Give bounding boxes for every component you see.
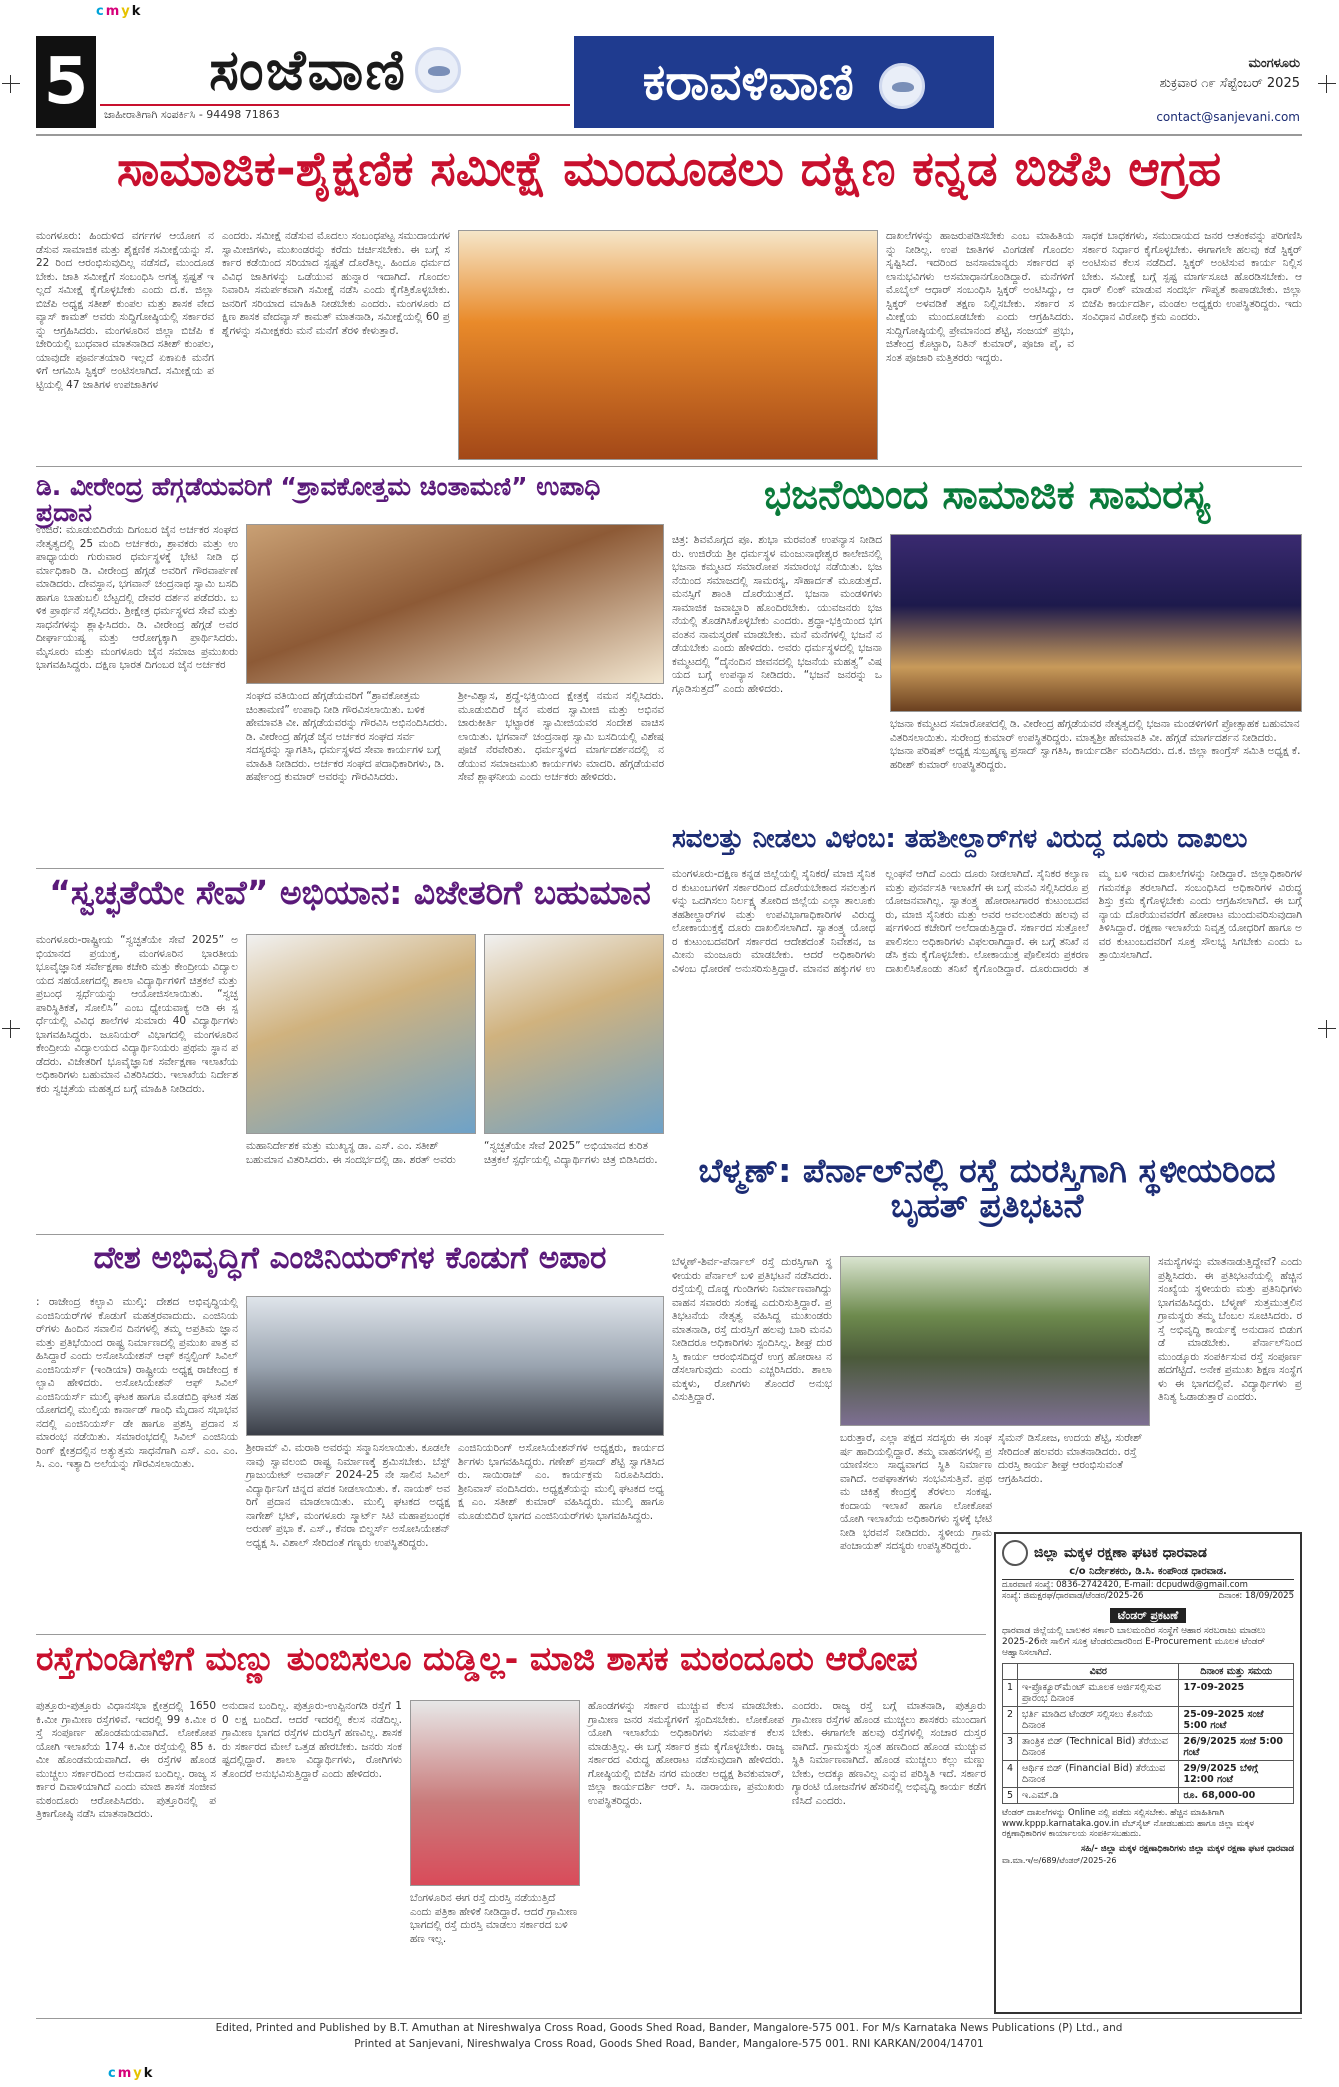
- belman-story-col3: ಸಮಸ್ಯೆಗಳನ್ನು ಮಾತನಾಡುತ್ತಿದ್ದೇವೆ? ಎಂದು ಪ್ರಶ್ನಿಸಿದರು. ಈ ಪ್ರತಿಭಟನೆಯಲ್ಲಿ ಹೆಚ್ಚಿನ ಸಂಖ್ಯೆಯ ಸ್ಥಳೀಯರು ಮತ್ತು ಪ್ರತಿನಿಧಿಗಳು ಭಾಗವಹಿಸಿದ್ದರು. ಬೆಳ್ಮಣ್ ಸುತ್ತಮುತ್ತಲಿನ ಗ್ರಾಮಸ್ಥರು ತಮ್ಮ ಬೆಂಬಲ ಸೂಚಿಸಿದರು. ರಸ್ತೆ ಅಭಿವೃದ್ಧಿ ಕಾರ್ಯಕ್ಕೆ ಅನುದಾನ ಬಿಡುಗಡೆ ಮಾಡಬೇಕು. ಪೆರ್ನಾಲ್‌ನಿಂದ ಮುಂಡ್ಕೂರು ಸಂಪರ್ಕಿಸುವ ರಸ್ತೆ ಸಂಪೂರ್ಣ ಹದಗೆಟ್ಟಿದೆ. ಅನೇಕ ಪ್ರಮುಖ ಶಿಕ್ಷಣ ಸಂಸ್ಥೆಗಳು ಈ ಭಾಗದಲ್ಲಿವೆ. ವಿದ್ಯಾರ್ಥಿಗಳು ಪ್ರತಿನಿತ್ಯ ಓಡಾಡುತ್ತಾರೆ ಎಂದರು.: [1158, 1256, 1302, 1403]
- cmyk-m: m: [117, 2066, 134, 2081]
- belman-story-col1: ಬೆಳ್ಮಣ್-ಶಿರ್ವ-ಪೆರ್ನಾಲ್ ರಸ್ತೆ ದುರಸ್ತಿಗಾಗಿ ಸ್ಥಳೀಯರು ಪೆರ್ನಾಲ್ ಬಳಿ ಪ್ರತಿಭಟನೆ ನಡೆಸಿದರು. ರಸ್ತೆಯಲ್ಲಿ ದೊಡ್ಡ ಗುಂಡಿಗಳು ನಿರ್ಮಾಣವಾಗಿದ್ದು ವಾಹನ ಸವಾರರು ಸಂಕಷ್ಟ ಎದುರಿಸುತ್ತಿದ್ದಾರೆ. ಪ್ರತಿಭಟನೆಯ ನೇತೃತ್ವ ವಹಿಸಿದ್ದ ಮುಖಂಡರು ಮಾತನಾಡಿ, ರಸ್ತೆ ದುರಸ್ತಿಗೆ ಹಲವು ಬಾರಿ ಮನವಿ ನೀಡಿದರೂ ಅಧಿಕಾರಿಗಳು ಸ್ಪಂದಿಸಿಲ್ಲ. ಶೀಘ್ರ ದುರಸ್ತಿ ಕಾರ್ಯ ಆರಂಭಿಸದಿದ್ದರೆ ಉಗ್ರ ಹೋರಾಟ ನಡೆಸಲಾಗುವುದು ಎಂದು ಎಚ್ಚರಿಸಿದರು. ಶಾಲಾ ಮಕ್ಕಳು, ರೋಗಿಗಳು ತೊಂದರೆ ಅನುಭವಿಸುತ್ತಿದ್ದಾರೆ.: [672, 1256, 832, 1403]
- row-date: 26/9/2025 ಸಂಜೆ 5:00 ಗಂಟೆ: [1179, 1734, 1294, 1761]
- masthead-city: ಮಂಗಳೂರು: [1248, 56, 1300, 71]
- engineers-headline: ದೇಶ ಅಭಿವೃದ್ಧಿಗೆ ಎಂಜಿನಿಯರ್‌ಗಳ ಕೊಡುಗೆ ಅಪಾರ: [93, 1240, 607, 1276]
- table-row: [1003, 1680, 1294, 1707]
- divider: [36, 466, 1302, 467]
- notice-header: [1002, 1540, 1294, 1566]
- row-item: ಆರ್ಥಿಕ ಬಿಡ್ (Financial Bid) ತೆರೆಯುವ ದಿನಾಂಕ: [1018, 1761, 1179, 1788]
- divider: [36, 1634, 986, 1635]
- cmyk-c: c: [108, 2066, 118, 2081]
- roads-story-col4: ಎಂದರು. ರಾಜ್ಯ ರಸ್ತೆ ಬಗ್ಗೆ ಮಾತನಾಡಿ, ಪುತ್ತೂರು ಗ್ರಾಮೀಣ ರಸ್ತೆಗಳ ಹೊಂಡ ಮುಚ್ಚಲು ಶಾಸಕರು ಮುಂದಾಗಬೇಕು. ಈಗಾಗಲೇ ಹಲವು ರಸ್ತೆಗಳಲ್ಲಿ ಸಂಚಾರ ದುಸ್ತರವಾಗಿದೆ. ಗ್ರಾಮಸ್ಥರು ಸ್ವಂತ ಹಣದಿಂದ ಹೊಂಡ ಮುಚ್ಚುವ ಸ್ಥಿತಿ ನಿರ್ಮಾಣವಾಗಿದೆ. ಹೊಂಡ ಮುಚ್ಚಲು ಕಲ್ಲು ಮಣ್ಣು ಬೇಕು, ಅದಕ್ಕೂ ಹಣವಿಲ್ಲ ಎನ್ನುವ ಪರಿಸ್ಥಿತಿ ಇದೆ. ಸರ್ಕಾರ ಗ್ಯಾರಂಟಿ ಯೋಜನೆಗಳ ಹೆಸರಿನಲ್ಲಿ ಅಭಿವೃದ್ಧಿ ಕಾರ್ಯ ಕಡೆಗಣಿಸಿದೆ ಎಂದರು.: [792, 1700, 986, 1807]
- notice-ref: ಸಂಖ್ಯೆ: ಜಿಮಕ್ಷರಘ/ಧಾರವಾಡ/ಟೆಂಡರ/2025-26: [1002, 1591, 1144, 1601]
- row-number: 4: [1003, 1761, 1018, 1788]
- masthead-right: [574, 36, 994, 128]
- row-item: ಇ-ಪ್ರೊಕ್ಯೂರ್‌ಮೆಂಟ್ ಮೂಲಕ ಅರ್ಜಿಸಲ್ಲಿಸುವ ಪ್ರಾರಂಭ ದಿನಾಂಕ: [1018, 1680, 1179, 1707]
- cmyk-mark-top: [96, 4, 142, 19]
- swachhata-story: ಮಂಗಳೂರು-ರಾಷ್ಟ್ರೀಯ “ಸ್ವಚ್ಛತೆಯೇ ಸೇವೆ 2025” ಅಭಿಯಾನದ ಪ್ರಯುಕ್ತ, ಮಂಗಳೂರಿನ ಭಾರತೀಯ ಭೂವೈಜ್ಞಾನಿಕ ಸರ್ವೇಕ್ಷಣಾ ಕಚೇರಿ ಮತ್ತು ಕೇಂದ್ರೀಯ ವಿದ್ಯಾಲಯದ ಸಹಯೋಗದಲ್ಲಿ ಶಾಲಾ ವಿದ್ಯಾರ್ಥಿಗಳಿಗೆ ಚಿತ್ರಕಲೆ ಮತ್ತು ಪ್ರಬಂಧ ಸ್ಪರ್ಧೆಯನ್ನು ಆಯೋಜಿಸಲಾಯಿತು. “ಸ್ವಚ್ಛ ಪಾರಿಸ್ಥಿತಿಕತೆ, ಸೋಲಿಸಿ” ಎಂಬ ಧ್ಯೇಯವಾಕ್ಯ ಅಡಿ ಈ ಸ್ಪರ್ಧೆಯಲ್ಲಿ ವಿವಿಧ ಶಾಲೆಗಳ ಸುಮಾರು 40 ವಿದ್ಯಾರ್ಥಿಗಳು ಭಾಗವಹಿಸಿದ್ದರು. ಜೂನಿಯರ್ ವಿಭಾಗದಲ್ಲಿ ಮಂಗಳೂರಿನ ಕೇಂದ್ರೀಯ ವಿದ್ಯಾಲಯದ ವಿದ್ಯಾರ್ಥಿನಿಯರು ಪ್ರಥಮ ಸ್ಥಾನ ಪಡೆದರು. ವಿಜೇತರಿಗೆ ಭೂವೈಜ್ಞಾನಿಕ ಸರ್ವೇಕ್ಷಣಾ ಇಲಾಖೆಯ ಅಧಿಕಾರಿಗಳು ಬಹುಮಾನ ವಿತರಿಸಿದರು. ಇಲಾಖೆಯ ನಿರ್ದೇಶಕರು ಸ್ವಚ್ಛತೆಯ ಮಹತ್ವದ ಬಗ್ಗೆ ಮಾಹಿತಿ ನೀಡಿದರು.: [36, 934, 238, 1095]
- cmyk-k: k: [131, 4, 143, 19]
- main-story-col3: ದಾಖಲೆಗಳನ್ನು ಹಾಜರುಪಡಿಸಬೇಕು ಎಂಬ ಮಾಹಿತಿಯನ್ನು ನೀಡಿಲ್ಲ. ಉಪ ಜಾತಿಗಳ ವಿಂಗಡಣೆ ಗೊಂದಲ ಸೃಷ್ಟಿಸಿದೆ. ಇದರಿಂದ ಜನಸಾಮಾನ್ಯರು ಸರ್ಕಾರದ ಫಲಾನುಭವಿಗಳು ಅಸಮಾಧಾನಗೊಂಡಿದ್ದಾರೆ. ಮನೆಗಳಿಗೆ ಮೊಬೈಲ್ ಆಧಾರ್ ಸಂಬಂಧಿಸಿ ಸ್ಟಿಕ್ಕರ್ ಅಂಟಿಸಿದ್ದು, ಆ ಸ್ಟಿಕ್ಕರ್ ಅಳವಡಿಕೆ ತಕ್ಷಣ ನಿಲ್ಲಿಸಬೇಕು. ಸರ್ಕಾರ ಸಮೀಕ್ಷೆಯ ಮುಂದೂಡಬೇಕು ಎಂದು ಆಗ್ರಹಿಸಿದರು. ಸುದ್ದಿಗೋಷ್ಠಿಯಲ್ಲಿ ಪ್ರೇಮಾನಂದ ಶೆಟ್ಟಿ, ಸಂಜಯ್ ಪ್ರಭು, ಜಿತೇಂದ್ರ ಕೊಟ್ಟಾರಿ, ನಿತಿನ್ ಕುಮಾರ್, ಪೂಜಾ ಪೈ, ವಸಂತ ಪೂಜಾರಿ ಮತ್ತಿತರರು ಇದ್ದರು.: [886, 230, 1074, 364]
- registration-mark: [1318, 75, 1336, 93]
- masthead-left: [100, 36, 570, 106]
- divider: [36, 868, 664, 869]
- engineers-story-col3: ಎಂಜಿನಿಯರಿಂಗ್ ಅಸೋಸಿಯೇಶನ್‌ಗಳ ಅಧ್ಯಕ್ಷರು, ಕಾರ್ಯದರ್ಶಿಗಳು ಭಾಗವಹಿಸಿದ್ದರು. ಗಣೇಶ್ ಪ್ರಸಾದ್ ಶೆಟ್ಟಿ ಸ್ವಾಗತಿಸಿದರು. ಸಾಯಿರಾಜ್ ಎಂ. ಕಾರ್ಯಕ್ರಮ ನಿರೂಪಿಸಿದರು. ಶ್ರೀನಿವಾಸ್ ವಂದಿಸಿದರು. ಅಧ್ಯಕ್ಷತೆಯನ್ನು ಮುಲ್ಕಿ ಘಟಕದ ಅಧ್ಯಕ್ಷ ಎಂ. ಸತೀಶ್ ಕುಮಾರ್ ವಹಿಸಿದ್ದರು. ಮುಲ್ಕಿ ಹಾಗೂ ಮೂಡುಬಿದಿರೆ ಭಾಗದ ಎಂಜಿನಿಯರ್‌ಗಳು ಭಾಗವಹಿಸಿದ್ದರು.: [458, 1442, 664, 1522]
- masthead-date: ಶುಕ್ರವಾರ ೧೯ ಸೆಪ್ಟೆಂಬರ್ 2025: [1159, 76, 1300, 91]
- engineers-story-col2: ಶ್ರೀರಾಮ್ ವಿ. ಮರಾಠಿ ಅವರನ್ನು ಸನ್ಮಾನಿಸಲಾಯಿತು. ಕೂಡಲೇ ನಾವು ಸ್ವಾವಲಂಬಿ ರಾಷ್ಟ್ರ ನಿರ್ಮಾಣಕ್ಕೆ ಶ್ರಮಿಸಬೇಕು. ಬೆಸ್ಟ್ ಗ್ರಾಜುಯೇಟ್ ಅವಾರ್ಡ್ 2024-25 ನೇ ಸಾಲಿನ ಸಿವಿಲ್ ವಿದ್ಯಾರ್ಥಿನಿಗೆ ಚಿನ್ನದ ಪದಕ ನೀಡಲಾಯಿತು. ಕೆ. ನಾಯಕ್ ಅವರಿಗೆ ಪ್ರದಾನ ಮಾಡಲಾಯಿತು. ಮುಲ್ಕಿ ಘಟಕದ ಅಧ್ಯಕ್ಷ ನಾಗೇಶ್ ಭಟ್, ಮಂಗಳೂರು ಸ್ಮಾರ್ಟ್ ಸಿಟಿ ಮಹಾಪ್ರಬಂಧಕ ಅರುಣ್ ಪ್ರಭಾ ಕೆ. ಎಸ್., ಕೆನರಾ ಬಿಲ್ಡರ್ಸ್ ಅಸೋಸಿಯೇಶನ್ ಅಧ್ಯಕ್ಷ ಸಿ. ವಿಶಾಲ್ ಸೇರಿದಂತೆ ಗಣ್ಯರು ಉಪಸ್ಥಿತರಿದ್ದರು.: [246, 1442, 450, 1549]
- row-number: 1: [1003, 1680, 1018, 1707]
- cmyk-m: m: [105, 4, 122, 19]
- registration-mark: [2, 75, 20, 93]
- table-row: [1003, 1761, 1294, 1788]
- tender-schedule-table: [1002, 1663, 1294, 1804]
- notice-address: c/o ನಿರ್ದೇಶಕರು, ಡಿ.ಸಿ. ಕಂಪೌಂಡ ಧಾರವಾಡ.: [1069, 1566, 1227, 1577]
- protest-crowd-photo: [840, 1256, 1150, 1426]
- main-story-col1: ಮಂಗಳೂರು: ಹಿಂದುಳಿದ ವರ್ಗಗಳ ಆಯೋಗ ನಡೆಸುವ ಸಾಮಾಜಿಕ ಮತ್ತು ಶೈಕ್ಷಣಿಕ ಸಮೀಕ್ಷೆಯನ್ನು ಸೆ. 22 ರಿಂದ ಆರಂಭಿಸುವುದಿಲ್ಲ ನಡೆಸದೆ, ಮುಂದೂಡಬೇಕು. ಜಾತಿ ಸಮೀಕ್ಷೆಗೆ ಸಂಬಂಧಿಸಿ ಅಗತ್ಯ ಸ್ಪಷ್ಟತೆ ಇಲ್ಲದೆ ಸಮೀಕ್ಷೆ ಕೈಗೊಳ್ಳಬೇಕು ಎಂದು ದ.ಕ. ಜಿಲ್ಲಾ ಬಿಜೆಪಿ ಅಧ್ಯಕ್ಷ ಸತೀಶ್ ಕುಂಪಲ ಮತ್ತು ಶಾಸಕ ವೇದವ್ಯಾಸ್ ಕಾಮತ್ ಅವರು ಸುದ್ದಿಗೋಷ್ಠಿಯಲ್ಲಿ ಸರ್ಕಾರವನ್ನು ಆಗ್ರಹಿಸಿದರು. ಮಂಗಳೂರಿನ ಜಿಲ್ಲಾ ಬಿಜೆಪಿ ಕಚೇರಿಯಲ್ಲಿ ಬುಧವಾರ ಮಾತನಾಡಿದ ಸತೀಶ್ ಕುಂಪಲ, ಯಾವುದೇ ಪೂರ್ವತಯಾರಿ ಇಲ್ಲದೆ ಏಕಾಏಕಿ ಮನೆಗಳಿಗೆ ಆಗಮಿಸಿ ಸ್ಟಿಕ್ಕರ್ ಅಂಟಿಸಲಾಗಿದೆ. ಸಮೀಕ್ಷೆಯ ಪಟ್ಟಿಯಲ್ಲಿ 47 ಜಾತಿಗಳ ಉಪಜಾತಿಗಳ: [36, 230, 214, 391]
- dove-logo-icon: [879, 63, 925, 109]
- notice-ref-row: [1002, 1591, 1294, 1601]
- row-number: 3: [1003, 1734, 1018, 1761]
- page-number: 5: [36, 36, 96, 128]
- row-date: 29/9/2025 ಬೆಳಿಗ್ಗೆ 12:00 ಗಂಟೆ: [1179, 1761, 1294, 1788]
- footer-divider: [36, 2018, 1302, 2019]
- table-row: [1003, 1707, 1294, 1734]
- roads-story-col1: ಪುತ್ತೂರು-ಪುತ್ತೂರು ವಿಧಾನಸಭಾ ಕ್ಷೇತ್ರದಲ್ಲಿ 1650 ಕಿ.ಮೀ ಗ್ರಾಮೀಣ ರಸ್ತೆಗಳಿವೆ. ಇದರಲ್ಲಿ 99 ಕಿ.ಮೀ ರಸ್ತೆ ಸಂಪೂರ್ಣ ಹೊಂಡಮಯವಾಗಿದೆ. ಲೋಕೋಪಯೋಗಿ ಇಲಾಖೆಯ 174 ಕಿ.ಮೀ ರಸ್ತೆಯಲ್ಲಿ 85 ಕಿ.ಮೀ ಹೊಂಡಮಯವಾಗಿದೆ. ಈ ರಸ್ತೆಗಳ ಹೊಂಡ ಮುಚ್ಚಲು ಸರ್ಕಾರದಿಂದ ಅನುದಾನ ಬಂದಿಲ್ಲ. ರಾಜ್ಯ ಸರ್ಕಾರ ದಿವಾಳಿಯಾಗಿದೆ ಎಂದು ಮಾಜಿ ಶಾಸಕ ಸಂಜೀವ ಮಠಂದೂರು ಆರೋಪಿಸಿದರು. ಪುತ್ತೂರಿನಲ್ಲಿ ಪತ್ರಿಕಾಗೋಷ್ಠಿ ನಡೆಸಿ ಮಾತನಾಡಿದರು.: [36, 1700, 216, 1820]
- table-row: [1003, 1734, 1294, 1761]
- roads-story-col3: ಹೊಂಡಗಳನ್ನು ಸರ್ಕಾರ ಮುಚ್ಚುವ ಕೆಲಸ ಮಾಡಬೇಕು. ಗ್ರಾಮೀಣ ಜನರ ಸಮಸ್ಯೆಗಳಿಗೆ ಸ್ಪಂದಿಸಬೇಕು. ಲೋಕೋಪಯೋಗಿ ಇಲಾಖೆಯ ಅಧಿಕಾರಿಗಳು ಸಮರ್ಪಕ ಕೆಲಸ ಮಾಡುತ್ತಿಲ್ಲ. ಈ ಬಗ್ಗೆ ಸರ್ಕಾರ ಕ್ರಮ ಕೈಗೊಳ್ಳಬೇಕು. ರಾಜ್ಯ ಸರ್ಕಾರದ ವಿರುದ್ಧ ಹೋರಾಟ ನಡೆಸುವುದಾಗಿ ಹೇಳಿದರು. ಗೋಷ್ಠಿಯಲ್ಲಿ ಬಿಜೆಪಿ ನಗರ ಮಂಡಲ ಅಧ್ಯಕ್ಷ ಶಿವಕುಮಾರ್, ಜಿಲ್ಲಾ ಕಾರ್ಯದರ್ಶಿ ಆರ್. ಸಿ. ನಾರಾಯಣ, ಪ್ರಮುಖರು ಉಪಸ್ಥಿತರಿದ್ದರು.: [588, 1700, 784, 1807]
- main-headline: ಸಾಮಾಜಿಕ-ಶೈಕ್ಷಣಿಕ ಸಮೀಕ್ಷೆ ಮುಂದೂಡಲು ದಕ್ಷಿಣ ಕನ್ನಡ ಬಿಜೆಪಿ ಆಗ್ರಹ: [116, 141, 1222, 197]
- belman-story-col2: ಬರುತ್ತಾರೆ, ಎಲ್ಲಾ ಪಕ್ಷದ ಸದಸ್ಯರು ಈ ಸಂಘರ್ಷ ಹಾದಿಯಲ್ಲಿದ್ದಾರೆ. ತಮ್ಮ ವಾಹನಗಳಲ್ಲಿ ಪ್ರಯಾಣಿಸಲು ಸಾಧ್ಯವಾಗದ ಸ್ಥಿತಿ ನಿರ್ಮಾಣವಾಗಿದೆ. ಅಪಘಾತಗಳು ಸಂಭವಿಸುತ್ತಿವೆ. ಪ್ರಥಮ ಚಿಕಿತ್ಸೆ ಕೇಂದ್ರಕ್ಕೆ ತೆರಳಲು ಸಂಕಷ್ಟ. ಕಂದಾಯ ಇಲಾಖೆ ಹಾಗೂ ಲೋಕೋಪಯೋಗಿ ಇಲಾಖೆಯ ಅಧಿಕಾರಿಗಳು ಸ್ಥಳಕ್ಕೆ ಭೇಟಿ ನೀಡಿ ಭರವಸೆ ನೀಡಿದರು. ಸ್ಥಳೀಯ ಗ್ರಾಮ ಪಂಚಾಯತ್ ಸದಸ್ಯರು ಉಪಸ್ಥಿತರಿದ್ದರು.: [840, 1432, 992, 1552]
- cmyk-y: y: [133, 2066, 144, 2081]
- notice-signature: ಸಹಿ/- ಜಿಲ್ಲಾ ಮಕ್ಕಳ ರಕ್ಷಣಾಧಿಕಾರಿಗಳು ಜಿಲ್ಲಾ ಮಕ್ಕಳ ರಕ್ಷಣಾ ಘಟಕ ಧಾರವಾಡ: [1080, 1843, 1294, 1854]
- bjp-leaders-photo: [458, 230, 878, 460]
- notice-intro: ಧಾರವಾಡ ಜಿಲ್ಲೆಯಲ್ಲಿ ಬಾಲಕರ ಸರ್ಕಾರಿ ಬಾಲಮಂದಿರ ಸಂಸ್ಥೆಗೆ ಆಹಾರ ಸರಬರಾಜು ಮಾಡಲು 2025-26ನೇ ಸಾಲಿಗೆ ಸೂಕ್ತ ಟೆಂಡರುದಾರರಿಂದ E-Procurement ಮೂಲಕ ಟೆಂಡರ್ ಆಹ್ವಾನಿಸಲಾಗಿದೆ.: [1002, 1626, 1266, 1658]
- tender-notice: [994, 1532, 1302, 2014]
- roads-headline: ರಸ್ತೆಗುಂಡಿಗಳಿಗೆ ಮಣ್ಣು ತುಂಬಿಸಲೂ ದುಡ್ಡಿಲ್ಲ- ಮಾಜಿ ಶಾಸಕ ಮಠಂದೂರು ಆರೋಪ: [36, 1639, 918, 1678]
- registration-mark: [2, 1020, 20, 1038]
- main-story-col2: ಎಂದರು. ಸಮೀಕ್ಷೆ ನಡೆಸುವ ಮೊದಲು ಸಂಬಂಧಪಟ್ಟ ಸಮುದಾಯಗಳ ಸ್ವಾಮೀಜಿಗಳು, ಮುಖಂಡರನ್ನು ಕರೆದು ಚರ್ಚಿಸಬೇಕು. ಈ ಬಗ್ಗೆ ಸರ್ಕಾರ ಕಡೆಯಿಂದ ಸರಿಯಾದ ಸ್ಪಷ್ಟತೆ ದೊರೆತಿಲ್ಲ. ಹಿಂದೂ ಧರ್ಮದ ವಿವಿಧ ಜಾತಿಗಳನ್ನು ಒಡೆಯುವ ಹುನ್ನಾರ ಇದಾಗಿದೆ. ಗೊಂದಲ ನಿವಾರಿಸಿ ಸಮರ್ಪಕವಾಗಿ ಸಮೀಕ್ಷೆ ನಡೆಸಿ ಎಂದು ಕೈಗೆತ್ತಿಕೊಳ್ಳಬೇಕು. ಜನರಿಗೆ ಸರಿಯಾದ ಮಾಹಿತಿ ನೀಡಬೇಕು ಎಂದರು. ಮಂಗಳೂರು ದಕ್ಷಿಣ ಶಾಸಕ ವೇದವ್ಯಾಸ್ ಕಾಮತ್ ಮಾತನಾಡಿ, ಸಮೀಕ್ಷೆಯಲ್ಲಿ 60 ಪ್ರಶ್ನೆಗಳನ್ನು ಸಮೀಕ್ಷಕರು ಮನೆ ಮನೆಗೆ ತೆರಳಿ ಕೇಳುತ್ತಾರೆ.: [222, 230, 450, 337]
- cmyk-c: c: [96, 4, 106, 19]
- row-date: 25-09-2025 ಸಂಜೆ 5:00 ಗಂಟೆ: [1179, 1707, 1294, 1734]
- row-number: 5: [1003, 1788, 1018, 1804]
- edition-title: ಕರಾವಳಿವಾಣಿ: [642, 52, 854, 111]
- roads-caption: ಬೆಂಗಳೂರಿನ ಈಗ ರಸ್ತೆ ದುರಸ್ತಿ ನಡೆಯುತ್ತಿದೆ ಎಂದು ಪತ್ರಿಕಾ ಹೇಳಿಕೆ ನೀಡಿದ್ದಾರೆ. ಆದರೆ ಗ್ರಾಮೀಣ ಭಾಗದಲ್ಲಿ ರಸ್ತೆ ದುರಸ್ತಿ ಮಾಡಲು ಸರ್ಕಾರದ ಬಳಿ ಹಣ ಇಲ್ಲ.: [410, 1892, 578, 1945]
- row-date: 17-09-2025: [1179, 1680, 1294, 1707]
- dove-logo-icon: [415, 47, 461, 93]
- row-item: ಭರ್ತಿ ಮಾಡಿದ ಟೆಂಡರ್ ಸಲ್ಲಿಸಲು ಕೊನೆಯ ದಿನಾಂಕ: [1018, 1707, 1179, 1734]
- hegde-story-col1: ಉಜಿರೆ: ಮೂಡುಬಿದಿರೆಯ ದಿಗಂಬರ ಜೈನ ಅರ್ಚಕರ ಸಂಘದ ನೇತೃತ್ವದಲ್ಲಿ 25 ಮಂದಿ ಅರ್ಚಕರು, ಶ್ರಾವಕರು ಮತ್ತು ಉಪಾಧ್ಯಾಯರು ಗುರುವಾರ ಧರ್ಮಸ್ಥಳಕ್ಕೆ ಭೇಟಿ ನೀಡಿ ಧರ್ಮಾಧಿಕಾರಿ ಡಿ. ವೀರೇಂದ್ರ ಹೆಗ್ಗಡೆ ಅವರಿಗೆ ಗೌರವಾರ್ಪಣೆ ಮಾಡಿದರು. ದೇವಸ್ಥಾನ, ಭಗವಾನ್ ಚಂದ್ರನಾಥ ಸ್ವಾಮಿ ಬಸದಿ ಹಾಗೂ ಬಾಹುಬಲಿ ಬೆಟ್ಟದಲ್ಲಿ ದೇವರ ದರ್ಶನ ಪಡೆದರು. ಬಳಿಕ ಪ್ರಾರ್ಥನೆ ಸಲ್ಲಿಸಿದರು. ಶ್ರೀಕ್ಷೇತ್ರ ಧರ್ಮಸ್ಥಳದ ಸೇವೆ ಮತ್ತು ಸಾಧನೆಗಳನ್ನು ಶ್ಲಾಘಿಸಿದರು. ಡಿ. ವೀರೇಂದ್ರ ಹೆಗ್ಗಡೆ ಅವರ ದೀರ್ಘಾಯುಷ್ಯ ಮತ್ತು ಆರೋಗ್ಯಕ್ಕಾಗಿ ಪ್ರಾರ್ಥಿಸಿದರು. ಮೈಸೂರು ಮತ್ತು ಮಂಗಳೂರು ಜೈನ ಸಮಾಜ ಪ್ರಮುಖರು ಭಾಗವಹಿಸಿದ್ದರು. ದಕ್ಷಿಣ ಭಾರತ ದಿಗಂಬರ ಜೈನ ಅರ್ಚಕರ: [36, 524, 238, 671]
- masthead-divider: [36, 134, 1302, 136]
- belman-headline: ಬೆಳ್ಮಣ್: ಪೆರ್ನಾಲ್‌ನಲ್ಲಿ ರಸ್ತೆ ದುರಸ್ತಿಗಾಗಿ ಸ್ಥಳೀಯರಿಂದ ಬೃಹತ್ ಪ್ರತಿಭಟನೆ: [698, 1151, 1276, 1225]
- notice-title: ಜಿಲ್ಲಾ ಮಕ್ಕಳ ರಕ್ಷಣಾ ಘಟಕ ಧಾರವಾಡ: [1034, 1545, 1207, 1561]
- hegde-award-photo: [246, 524, 664, 684]
- imprint-line-2: Printed at Sanjevani, Nireshwalya Cross Road, Goods Shed Road, Bander, Mangalore-575 001. RNI KARKAN/2004/14701: [354, 2038, 984, 2050]
- engineers-group-photo: [246, 1296, 664, 1436]
- notice-contact: ದೂರವಾಣಿ ಸಂಖ್ಯೆ: 0836-2742420, E-mail: dcpudwd@gmail.com: [1002, 1579, 1294, 1591]
- masthead-title: ಸಂಜೆವಾಣಿ: [209, 36, 407, 103]
- swachhata-award-photo: [246, 934, 476, 1134]
- swachhata-caption-1: ಮಹಾನಿರ್ದೇಶಕ ಮತ್ತು ಮುಖ್ಯಸ್ಥ ಡಾ. ಎಸ್. ಎಂ. ಸತೀಶ್ ಬಹುಮಾನ ವಿತರಿಸಿದರು. ಈ ಸಂದರ್ಭದಲ್ಲಿ ಡಾ. ಶರತ್ ಅವರು: [246, 1140, 456, 1166]
- row-item: ತಾಂತ್ರಿಕ ಬಿಡ್ (Technical Bid) ತೆರೆಯುವ ದಿನಾಂಕ: [1018, 1734, 1179, 1761]
- col-date: ದಿನಾಂಕ ಮತ್ತು ಸಮಯ: [1179, 1664, 1294, 1680]
- notice-code: ವಾ.ಮಾ.ಇ/ಅ/689/ಟೆಂಡರ್/2025-26: [1002, 1855, 1117, 1865]
- bhajan-headline: ಭಜನೆಯಿಂದ ಸಾಮಾಜಿಕ ಸಾಮರಸ್ಯ: [763, 472, 1211, 518]
- table-header-row: [1003, 1664, 1294, 1680]
- masthead-tagline: ಜಾಹೀರಾತಿಗಾಗಿ ಸಂಪರ್ಕಿಸಿ - 94498 71863: [104, 108, 280, 121]
- belman-caption: ಸೈಮನ್ ಡಿಸೋಜ, ಉದಯ ಶೆಟ್ಟಿ, ಸುರೇಶ್ ಸೇರಿದಂತೆ ಹಲವರು ಮಾತನಾಡಿದರು. ರಸ್ತೆ ದುರಸ್ತಿ ಕಾರ್ಯ ಶೀಘ್ರ ಆರಂಭಿಸುವಂತೆ ಆಗ್ರಹಿಸಿದರು.: [998, 1432, 1143, 1485]
- hegde-photo-caption: ಸಂಘದ ವತಿಯಿಂದ ಹೆಗ್ಗಡೆಯವರಿಗೆ “ಶ್ರಾವಕೋತ್ತಮ ಚಿಂತಾಮಣಿ” ಉಪಾಧಿ ನೀಡಿ ಗೌರವಿಸಲಾಯಿತು. ಬಳಿಕ ಹೇಮಾವತಿ ವೀ. ಹೆಗ್ಗಡೆಯವರನ್ನು ಗೌರವಿಸಿ ಅಭಿನಂದಿಸಿದರು. ಡಿ. ವೀರೇಂದ್ರ ಹೆಗ್ಗಡೆ ಜೈನ ಅರ್ಚಕರ ಸಂಘದ ಸರ್ವ ಸದಸ್ಯರನ್ನು ಸ್ವಾಗತಿಸಿ, ಧರ್ಮಸ್ಥಳದ ಸೇವಾ ಕಾರ್ಯಗಳ ಬಗ್ಗೆ ಮಾಹಿತಿ ನೀಡಿದರು. ಅರ್ಚಕರ ಸಂಘದ ಪದಾಧಿಕಾರಿಗಳು, ಡಿ. ಹರ್ಷೇಂದ್ರ ಕುಮಾರ್ ಅವರನ್ನು ಗೌರವಿಸಿದರು.: [246, 690, 448, 783]
- bhajan-photo-caption: ಭಜನಾ ಕಮ್ಮಟದ ಸಮಾರೋಪದಲ್ಲಿ ಡಿ. ವೀರೇಂದ್ರ ಹೆಗ್ಗಡೆಯವರ ನೇತೃತ್ವದಲ್ಲಿ ಭಜನಾ ಮಂಡಳಿಗಳಿಗೆ ಪ್ರೋತ್ಸಾಹಕ ಬಹುಮಾನ ವಿತರಿಸಲಾಯಿತು. ಸುರೇಂದ್ರ ಕುಮಾರ್ ಉಪಸ್ಥಿತರಿದ್ದರು. ಮಾತೃಶ್ರೀ ಹೇಮಾವತಿ ವೀ. ಹೆಗ್ಗಡೆ ಮಾರ್ಗದರ್ಶನ ನೀಡಿದರು. ಭಜನಾ ಪರಿಷತ್ ಅಧ್ಯಕ್ಷ ಸುಬ್ರಹ್ಮಣ್ಯ ಪ್ರಸಾದ್ ಸ್ವಾಗತಿಸಿ, ಕಾರ್ಯದರ್ಶಿ ವಂದಿಸಿದರು. ದ.ಕ. ಜಿಲ್ಲಾ ಕಾಂಗ್ರೆಸ್ ಸಮಿತಿ ಅಧ್ಯಕ್ಷ ಕೆ. ಹರೀಶ್ ಕುಮಾರ್ ಉಪಸ್ಥಿತರಿದ್ದರು.: [890, 718, 1301, 771]
- bhajan-stage-photo: [890, 534, 1302, 712]
- tahsildar-headline: ಸವಲತ್ತು ನೀಡಲು ವಿಳಂಬ: ತಹಶೀಲ್ದಾರ್‌ಗಳ ವಿರುದ್ಧ ದೂರು ದಾಖಲು: [672, 824, 1248, 854]
- hegde-headline: ಡಿ. ವೀರೇಂದ್ರ ಹೆಗ್ಗಡೆಯವರಿಗೆ “ಶ್ರಾವಕೋತ್ತಮ ಚಿಂತಾಮಣಿ” ಉಪಾಧಿ ಪ್ರದಾನ: [36, 472, 601, 528]
- table-row: [1003, 1788, 1294, 1804]
- row-date: ರೂ. 68,000-00: [1179, 1788, 1294, 1804]
- engineers-story-col1: : ರಾಜೇಂದ್ರ ಕಲ್ಬಾವಿ ಮುಲ್ಕಿ: ದೇಶದ ಅಭಿವೃದ್ಧಿಯಲ್ಲಿ ಎಂಜಿನಿಯರ್‌ಗಳ ಕೊಡುಗೆ ಮಹತ್ತರವಾದುದು. ಎಂಜಿನಿಯರ್‌ಗಳು ಹಿಂದಿನ ಸವಾಲಿನ ದಿನಗಳಲ್ಲಿ ತಮ್ಮ ಅಪ್ರತಿಮ ಜ್ಞಾನ ಮತ್ತು ಪ್ರತಿಭೆಯಿಂದ ರಾಷ್ಟ್ರ ನಿರ್ಮಾಣದಲ್ಲಿ ಪ್ರಮುಖ ಪಾತ್ರ ವಹಿಸಿದ್ದಾರೆ ಎಂದು ಅಸೋಸಿಯೇಶನ್ ಆಫ್ ಕನ್ಸಲ್ಟಿಂಗ್ ಸಿವಿಲ್ ಎಂಜಿನಿಯರ್ಸ್ (ಇಂಡಿಯಾ) ರಾಷ್ಟ್ರೀಯ ಅಧ್ಯಕ್ಷ ರಾಜೇಂದ್ರ ಕಲ್ಬಾವಿ ಹೇಳಿದರು. ಅಸೋಸಿಯೇಶನ್ ಆಫ್ ಸಿವಿಲ್ ಎಂಜಿನಿಯರ್ಸ್ ಮುಲ್ಕಿ ಘಟಕ ಹಾಗೂ ಮೊಡಬಿದ್ರಿ ಘಟಕ ಸಹಯೋಗದಲ್ಲಿ ಮುಲ್ಕಿಯ ಕಾರ್ನಾಡ್ ಗಾಂಧಿ ಮೈದಾನ ಸಭಾಭವನದಲ್ಲಿ ಎಂಜಿನಿಯರ್ಸ್ ಡೇ ಹಾಗೂ ಪ್ರಶಸ್ತಿ ಪ್ರದಾನ ಸಮಾರಂಭ ನಡೆಯಿತು. ಸಮಾರಂಭದಲ್ಲಿ ಸಿವಿಲ್ ಎಂಜಿನಿಯರಿಂಗ್ ಕ್ಷೇತ್ರದಲ್ಲಿನ ಅತ್ಯುತ್ತಮ ಸಾಧನೆಗಾಗಿ ಎಸ್. ಎಂ. ಎಂ. ಸಿ. ಎಂ. ಇತ್ಯಾದಿ ಅಲೆಯನ್ನು ಗೌರವಿಸಲಾಯಿತು.: [36, 1296, 238, 1470]
- row-number: 2: [1003, 1707, 1018, 1734]
- cmyk-mark-bottom: [108, 2066, 154, 2081]
- row-item: ಇ.ಎಮ್.ಡಿ: [1018, 1788, 1179, 1804]
- roads-story-col2: ಅನುದಾನ ಬಂದಿಲ್ಲ. ಪುತ್ತೂರು-ಉಪ್ಪಿನಂಗಡಿ ರಸ್ತೆಗೆ 10 ಲಕ್ಷ ಬಂದಿದೆ. ಆದರೆ ಇದರಲ್ಲಿ ಕೆಲಸ ನಡೆದಿಲ್ಲ. ಗ್ರಾಮೀಣ ಭಾಗದ ರಸ್ತೆಗಳ ದುರಸ್ತಿಗೆ ಹಣವಿಲ್ಲ. ಶಾಸಕರು ಸರ್ಕಾರದ ಮೇಲೆ ಒತ್ತಡ ಹೇರಬೇಕು. ಜನರು ಸಂಕಷ್ಟದಲ್ಲಿದ್ದಾರೆ. ಶಾಲಾ ವಿದ್ಯಾರ್ಥಿಗಳು, ರೋಗಿಗಳು ತೊಂದರೆ ಅನುಭವಿಸುತ್ತಿದ್ದಾರೆ ಎಂದು ಹೇಳಿದರು.: [222, 1700, 402, 1780]
- tender-heading: ಟೆಂಡರ್ ಪ್ರಕಟಣೆ: [1110, 1608, 1186, 1623]
- hegde-story-col2: ಶ್ರೀ-ವಿಶ್ವಾಸ, ಶ್ರದ್ಧೆ-ಭಕ್ತಿಯಿಂದ ಕ್ಷೇತ್ರಕ್ಕೆ ನಮನ ಸಲ್ಲಿಸಿದರು. ಮೂಡುಬಿದಿರೆ ಜೈನ ಮಠದ ಸ್ವಾಮೀಜಿ ಮತ್ತು ಅಭಿನವ ಚಾರುಕೀರ್ತಿ ಭಟ್ಟಾರಕ ಸ್ವಾಮೀಜಿಯವರ ಸಂದೇಶ ವಾಚಿಸಲಾಯಿತು. ಭಗವಾನ್ ಚಂದ್ರನಾಥ ಸ್ವಾಮಿ ಬಸದಿಯಲ್ಲಿ ವಿಶೇಷ ಪೂಜೆ ನೆರವೇರಿತು. ಧರ್ಮಸ್ಥಳದ ಮಾರ್ಗದರ್ಶನದಲ್ಲಿ ನಡೆಯುವ ಸಮಾಜಮುಖಿ ಕಾರ್ಯಗಳು ಮಾದರಿ. ಹೆಗ್ಗಡೆಯವರ ಸೇವೆ ಶ್ಲಾಘನೀಯ ಎಂದು ಅರ್ಚಕರು ಹೇಳಿದರು.: [458, 690, 664, 783]
- main-story-col4: ಸಾಧಕ ಬಾಧಕಗಳು, ಸಮುದಾಯದ ಜನರ ಆತಂಕವನ್ನು ಪರಿಗಣಿಸಿ ಸರ್ಕಾರ ನಿರ್ಧಾರ ಕೈಗೊಳ್ಳಬೇಕು. ಈಗಾಗಲೇ ಹಲವು ಕಡೆ ಸ್ಟಿಕ್ಕರ್ ಅಂಟಿಸುವ ಕೆಲಸ ನಡೆದಿದೆ. ಸ್ಟಿಕ್ಕರ್ ಅಂಟಿಸುವ ಕಾರ್ಯ ನಿಲ್ಲಿಸಬೇಕು. ಸಮೀಕ್ಷೆ ಬಗ್ಗೆ ಸ್ಪಷ್ಟ ಮಾರ್ಗಸೂಚಿ ಹೊರಡಿಸಬೇಕು. ಆಧಾರ್ ಲಿಂಕ್ ಮಾಡುವ ಸಂದರ್ಭ ಗೌಪ್ಯತೆ ಕಾಪಾಡಬೇಕು. ಜಿಲ್ಲಾ ಬಿಜೆಪಿ ಕಾರ್ಯದರ್ಶಿ, ಮಂಡಲ ಅಧ್ಯಕ್ಷರು ಉಪಸ್ಥಿತರಿದ್ದರು. ಇದು ಸಂವಿಧಾನ ವಿರೋಧಿ ಕ್ರಮ ಎಂದರು.: [1082, 230, 1302, 323]
- tahsildar-story: ಮಂಗಳೂರು-ದಕ್ಷಿಣ ಕನ್ನಡ ಜಿಲ್ಲೆಯಲ್ಲಿ ಸೈನಿಕರ/ ಮಾಜಿ ಸೈನಿಕರ ಕುಟುಂಬಗಳಿಗೆ ಸರ್ಕಾರದಿಂದ ದೊರೆಯಬೇಕಾದ ಸವಲತ್ತುಗಳನ್ನು ಒದಗಿಸಲು ನಿರ್ಲಕ್ಷ್ಯ ತೋರಿದ ಜಿಲ್ಲೆಯ ಎಲ್ಲಾ ತಾಲೂಕು ತಹಶೀಲ್ದಾರ್‌ಗಳ ಮತ್ತು ಉಪವಿಭಾಗಾಧಿಕಾರಿಗಳ ವಿರುದ್ಧ ಲೋಕಾಯುಕ್ತಕ್ಕೆ ದೂರು ದಾಖಲಿಸಲಾಗಿದೆ. ಸ್ವಾತಂತ್ರ್ಯ ಯೋಧರ ಕುಟುಂಬದವರಿಗೆ ಸರ್ಕಾರದ ಆದೇಶದಂತೆ ನಿವೇಶನ, ಜಮೀನು ಮಂಜೂರು ಮಾಡಬೇಕು. ಆದರೆ ಅಧಿಕಾರಿಗಳು ವಿಳಂಬ ಧೋರಣೆ ಅನುಸರಿಸುತ್ತಿದ್ದಾರೆ. ಮಾನವ ಹಕ್ಕುಗಳ ಉಲ್ಲಂಘನೆ ಆಗಿದೆ ಎಂದು ದೂರು ನೀಡಲಾಗಿದೆ. ಸೈನಿಕರ ಕಲ್ಯಾಣ ಮತ್ತು ಪುನರ್ವಸತಿ ಇಲಾಖೆಗೆ ಈ ಬಗ್ಗೆ ಮನವಿ ಸಲ್ಲಿಸಿದರೂ ಪ್ರಯೋಜನವಾಗಿಲ್ಲ. ಸ್ವಾತಂತ್ರ್ಯ ಹೋರಾಟಗಾರರ ಕುಟುಂಬದವರು, ಮಾಜಿ ಸೈನಿಕರು ಮತ್ತು ಅವರ ಅವಲಂಬಿತರು ಹಲವು ವರ್ಷಗಳಿಂದ ಕಚೇರಿಗೆ ಅಲೆದಾಡುತ್ತಿದ್ದಾರೆ. ಸರ್ಕಾರದ ಸುತ್ತೋಲೆ ಪಾಲಿಸಲು ಅಧಿಕಾರಿಗಳು ವಿಫಲರಾಗಿದ್ದಾರೆ. ಈ ಬಗ್ಗೆ ತನಿಖೆ ನಡೆಸಿ ಕ್ರಮ ಕೈಗೊಳ್ಳಬೇಕು. ಲೋಕಾಯುಕ್ತ ಪೊಲೀಸರು ಪ್ರಕರಣ ದಾಖಲಿಸಿಕೊಂಡು ತನಿಖೆ ಕೈಗೊಂಡಿದ್ದಾರೆ. ದೂರುದಾರರು ತಮ್ಮ ಬಳಿ ಇರುವ ದಾಖಲೆಗಳನ್ನು ನೀಡಿದ್ದಾರೆ. ಜಿಲ್ಲಾಧಿಕಾರಿಗಳ ಗಮನಕ್ಕೂ ತರಲಾಗಿದೆ. ಸಂಬಂಧಿಸಿದ ಅಧಿಕಾರಿಗಳ ವಿರುದ್ಧ ಶಿಸ್ತು ಕ್ರಮ ಕೈಗೊಳ್ಳಬೇಕು ಎಂದು ಆಗ್ರಹಿಸಲಾಗಿದೆ. ಈ ಬಗ್ಗೆ ನ್ಯಾಯ ದೊರೆಯುವವರೆಗೆ ಹೋರಾಟ ಮುಂದುವರಿಸುವುದಾಗಿ ತಿಳಿಸಿದ್ದಾರೆ. ರಕ್ಷಣಾ ಇಲಾಖೆಯ ನಿವೃತ್ತ ಯೋಧರಿಗೆ ಹಾಗೂ ಅವರ ಕುಟುಂಬದವರಿಗೆ ಸೂಕ್ತ ಸೌಲಭ್ಯ ಸಿಗಬೇಕು ಎಂದು ಒತ್ತಾಯಿಸಲಾಗಿದೆ.: [672, 868, 1302, 975]
- registration-mark: [1318, 1020, 1336, 1038]
- cmyk-k: k: [143, 2066, 155, 2081]
- swachhata-headline: “ಸ್ವಚ್ಛತೆಯೇ ಸೇವೆ” ಅಭಿಯಾನ: ವಿಜೇತರಿಗೆ ಬಹುಮಾನ: [49, 873, 651, 912]
- cmyk-y: y: [121, 4, 132, 19]
- col-item: ವಿವರ: [1018, 1664, 1179, 1680]
- notice-date: ದಿನಾಂಕ: 18/09/2025: [1218, 1591, 1294, 1601]
- drawing-competition-photo: [484, 934, 664, 1134]
- former-mla-portrait: [410, 1700, 580, 1886]
- bhajan-story-col1: ಚಿತ್ರ: ಶಿವಮೊಗ್ಗದ ಪೂ. ಶುಭಾ ಮರವಂತೆ ಉಪನ್ಯಾಸ ನೀಡಿದರು. ಉಜಿರೆಯ ಶ್ರೀ ಧರ್ಮಸ್ಥಳ ಮಂಜುನಾಥೇಶ್ವರ ಕಾಲೇಜಿನಲ್ಲಿ ಭಜನಾ ಕಮ್ಮಟದ ಸಮಾರೋಪ ಸಮಾರಂಭ ನಡೆಯಿತು. ಭಜನೆಯಿಂದ ಸಮಾಜದಲ್ಲಿ ಸಾಮರಸ್ಯ, ಸೌಹಾರ್ದತೆ ಮೂಡುತ್ತದೆ. ಮನಸ್ಸಿಗೆ ಶಾಂತಿ ದೊರೆಯುತ್ತದೆ. ಭಜನಾ ಮಂಡಳಿಗಳು ಸಾಮಾಜಿಕ ಜವಾಬ್ದಾರಿ ಹೊಂದಿರಬೇಕು. ಯುವಜನರು ಭಜನೆಯಲ್ಲಿ ತೊಡಗಿಸಿಕೊಳ್ಳಬೇಕು ಎಂದರು. ಶ್ರದ್ಧಾ-ಭಕ್ತಿಯಿಂದ ಭಗವಂತನ ನಾಮಸ್ಮರಣೆ ಮಾಡಬೇಕು. ಮನೆ ಮನೆಗಳಲ್ಲಿ ಭಜನೆ ನಡೆಯಬೇಕು ಎಂದು ಹೇಳಿದರು. ಅವರು ಧರ್ಮಸ್ಥಳದಲ್ಲಿ ಭಜನಾ ಕಮ್ಮಟದಲ್ಲಿ “ದೈನಂದಿನ ಜೀವನದಲ್ಲಿ ಭಜನೆಯ ಮಹತ್ವ” ವಿಷಯದ ಬಗ್ಗೆ ಉಪನ್ಯಾಸ ನೀಡಿದರು. “ಭಜನೆ ಜನರನ್ನು ಒಗ್ಗೂಡಿಸುತ್ತದೆ” ಎಂದು ಹೇಳಿದರು.: [672, 534, 882, 695]
- government-emblem-icon: [1002, 1540, 1028, 1566]
- notice-footer-text: ಟೆಂಡರ್ ದಾಖಲೆಗಳನ್ನು Online ನಲ್ಲಿ ಪಡೆದು ಸಲ್ಲಿಸಬೇಕು. ಹೆಚ್ಚಿನ ಮಾಹಿತಿಗಾಗಿ www.kppp.karnataka.gov.in ವೆಬ್‌ಸೈಟ್ ನೋಡಬಹುದು ಹಾಗೂ ಜಿಲ್ಲಾ ಮಕ್ಕಳ ರಕ್ಷಣಾಧಿಕಾರಿಗಳ ಕಾರ್ಯಾಲಯ ಸಂಪರ್ಕಿಸಬಹುದು.: [1002, 1808, 1254, 1839]
- masthead-email: contact@sanjevani.com: [1156, 110, 1300, 124]
- divider: [36, 1234, 664, 1235]
- swachhata-caption-2: “ಸ್ವಚ್ಛತೆಯೇ ಸೇವೆ 2025” ಅಭಿಯಾನದ ಕುರಿತ ಚಿತ್ರಕಲೆ ಸ್ಪರ್ಧೆಯಲ್ಲಿ ವಿದ್ಯಾರ್ಥಿಗಳು ಚಿತ್ರ ಬಿಡಿಸಿದರು.: [484, 1140, 658, 1166]
- imprint-line-1: Edited, Printed and Published by B.T. Amuthan at Nireshwalya Cross Road, Goods Shed Road, Bander, Mangalore-575 001. For M/s Karnataka News Publications (P) Ltd., and: [215, 2022, 1123, 2034]
